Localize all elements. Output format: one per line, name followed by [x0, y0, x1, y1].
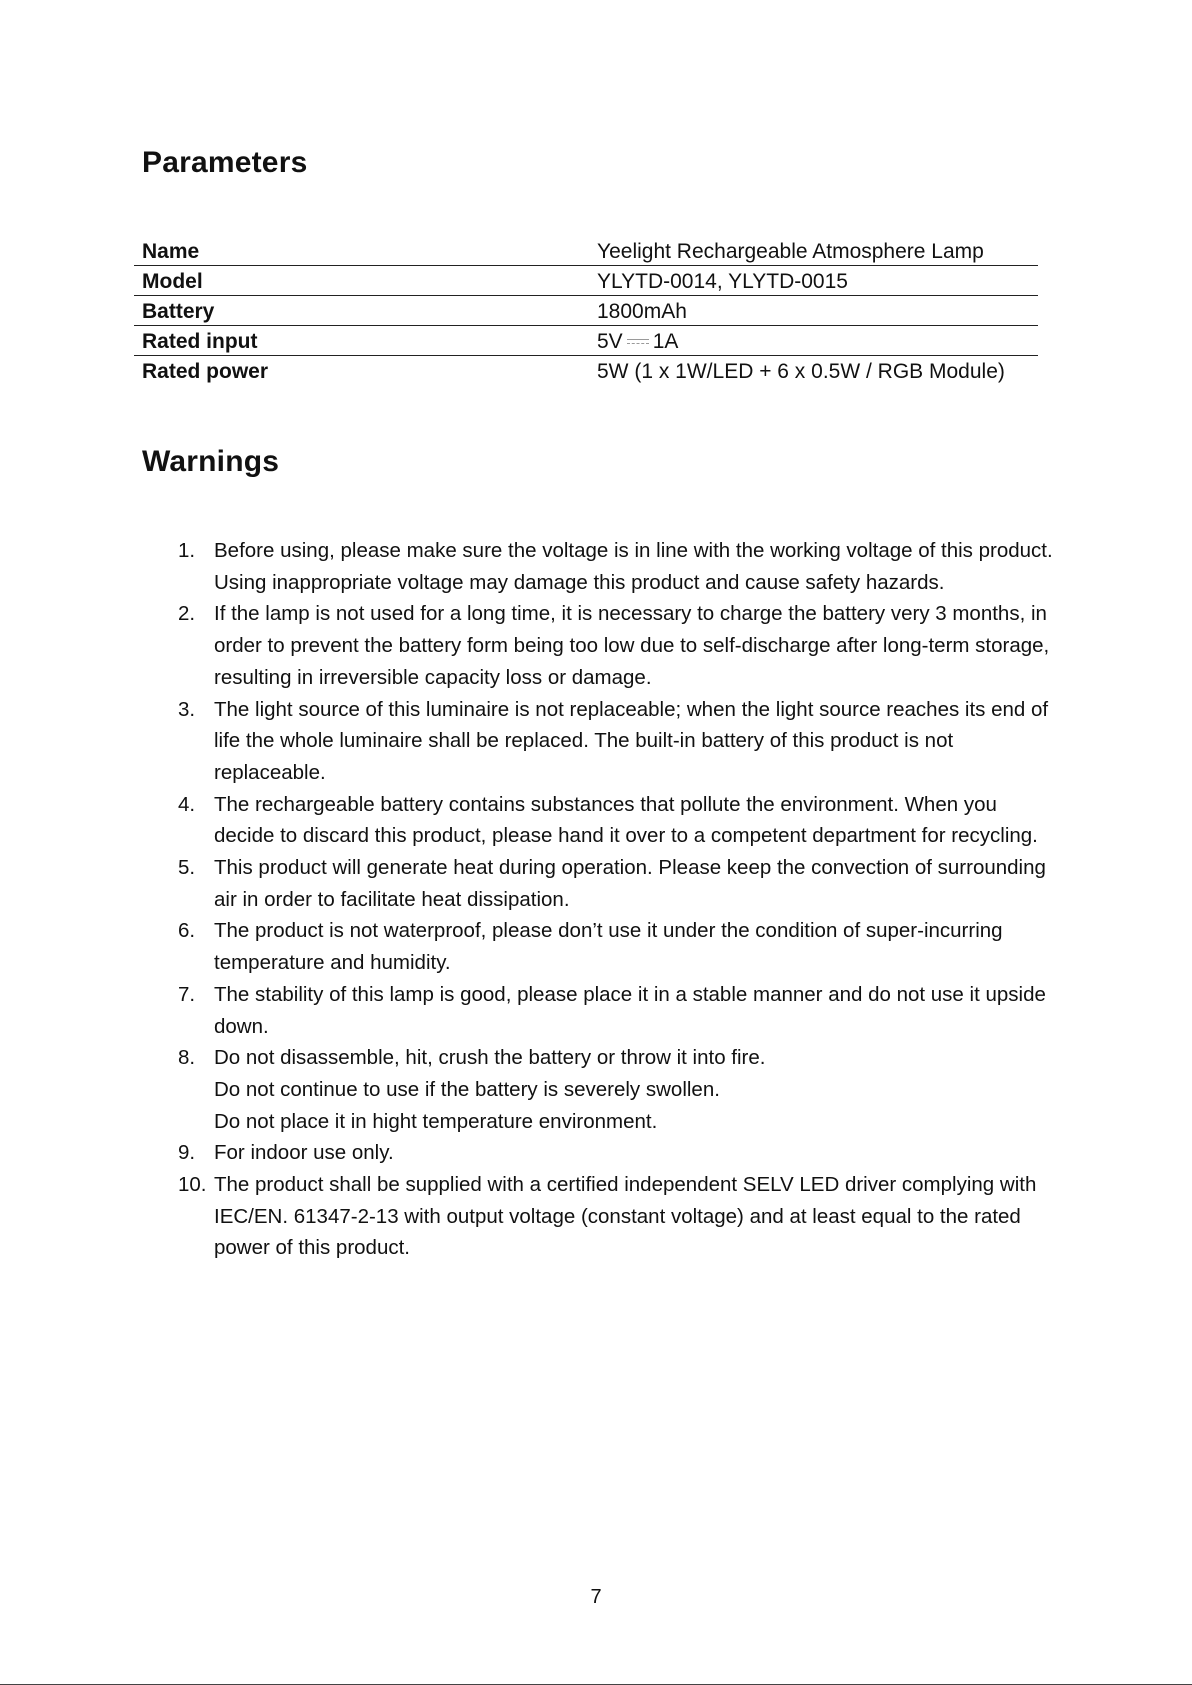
- list-item-number: 3.: [178, 697, 196, 721]
- list-item-line: If the lamp is not used for a long time, it is necessary to charge the battery very 3 months, in order to prevent the battery form being too low due to self-discharge after long-term storage, resulting in irreversible capacity loss or damage.: [214, 602, 1050, 689]
- parameters-heading: Parameters: [142, 146, 308, 179]
- list-item-text: [214, 915, 1058, 978]
- param-key-rated-power: Rated power: [142, 360, 269, 383]
- list-item-line: Before using, please make sure the voltage is in line with the working voltage of this product. Using inappropriate voltage may damage this product and cause safety hazards.: [214, 539, 1053, 594]
- list-item: [178, 979, 1058, 1042]
- list-item-number: 4.: [178, 792, 196, 816]
- param-key-model: Model: [134, 266, 589, 296]
- table-row: [134, 356, 1038, 386]
- table-row: [134, 326, 1038, 356]
- list-item-number: 7.: [178, 982, 196, 1006]
- table-row: [134, 236, 1038, 266]
- list-item-line: The light source of this luminaire is not replaceable; when the light source reaches its end of life the whole luminaire shall be replaced. The built-in battery of this product is not replaceable.: [214, 697, 1049, 784]
- list-item-text: [214, 789, 1058, 852]
- param-value-rated-input: [589, 326, 1038, 356]
- list-item-text: [214, 598, 1058, 693]
- param-key-battery: Battery: [134, 296, 589, 326]
- list-item-line: The rechargeable battery contains substances that pollute the environment. When you decide to discard this product, please hand it over to a competent department for recycling.: [214, 792, 1038, 848]
- param-value-rated-power: 5W (1 x 1W/LED + 6 x 0.5W / RGB Module): [597, 360, 1005, 383]
- list-item-line: Do not place it in hight temperature environment.: [214, 1109, 658, 1133]
- list-item: [178, 598, 1058, 693]
- list-item-number: 2.: [178, 602, 196, 626]
- list-item: [178, 915, 1058, 978]
- list-item-text: [214, 1042, 1058, 1137]
- list-item-text: [214, 694, 1058, 789]
- list-item-line: Do not continue to use if the battery is severely swollen.: [214, 1077, 720, 1101]
- list-item: [178, 852, 1058, 915]
- list-item-number: 9.: [178, 1141, 196, 1165]
- list-item-number: 1.: [178, 539, 196, 562]
- parameters-table: [134, 236, 1038, 385]
- list-item-number: 6.: [178, 919, 196, 943]
- list-item-number: 5.: [178, 856, 196, 880]
- list-item: [178, 789, 1058, 852]
- list-item-line: The product is not waterproof, please don’t use it under the condition of super-incurring temperature and humidity.: [214, 919, 1003, 975]
- rated-input-voltage: 5V: [597, 330, 623, 353]
- list-item: [178, 694, 1058, 789]
- param-key-rated-input: Rated input: [134, 326, 589, 356]
- list-item-number: 10.: [178, 1173, 207, 1197]
- list-item-number: 8.: [178, 1046, 196, 1070]
- list-item-line: Do not disassemble, hit, crush the battery or throw it into fire.: [214, 1046, 766, 1070]
- list-item-text: [214, 979, 1058, 1042]
- table-row: [134, 266, 1038, 296]
- param-value-model: YLYTD-0014, YLYTD-0015: [589, 266, 1038, 296]
- list-item: [178, 1169, 1058, 1264]
- param-value-battery: 1800mAh: [589, 296, 1038, 326]
- table-row: [134, 296, 1038, 326]
- list-item-line: The stability of this lamp is good, please place it in a stable manner and do not use it upside down.: [214, 982, 1046, 1038]
- warnings-heading: Warnings: [142, 445, 280, 478]
- list-item-line: The product shall be supplied with a certified independent SELV LED driver complying with IEC/EN. 61347-2-13 with output voltage (constant voltage) and at least equal to the rated power of this product.: [214, 1173, 1037, 1260]
- list-item: [178, 1042, 1058, 1137]
- list-item-text: [214, 852, 1058, 915]
- list-item-line: This product will generate heat during operation. Please keep the convection of surrounding air in order to facilitate heat dissipation.: [214, 856, 1046, 911]
- param-value-name: Yeelight Rechargeable Atmosphere Lamp: [589, 236, 1038, 266]
- list-item-text: [214, 1169, 1058, 1264]
- warnings-list: [178, 535, 1058, 1264]
- list-item-text: [214, 1137, 1058, 1169]
- list-item-line: For indoor use only.: [214, 1141, 394, 1165]
- list-item: [178, 535, 1058, 598]
- direct-current-icon: [627, 338, 649, 346]
- rated-input-current: 1A: [652, 330, 679, 353]
- list-item: [178, 1137, 1058, 1169]
- list-item-text: [214, 535, 1058, 598]
- page-number: 7: [590, 1586, 602, 1608]
- param-key-name: Name: [134, 236, 589, 266]
